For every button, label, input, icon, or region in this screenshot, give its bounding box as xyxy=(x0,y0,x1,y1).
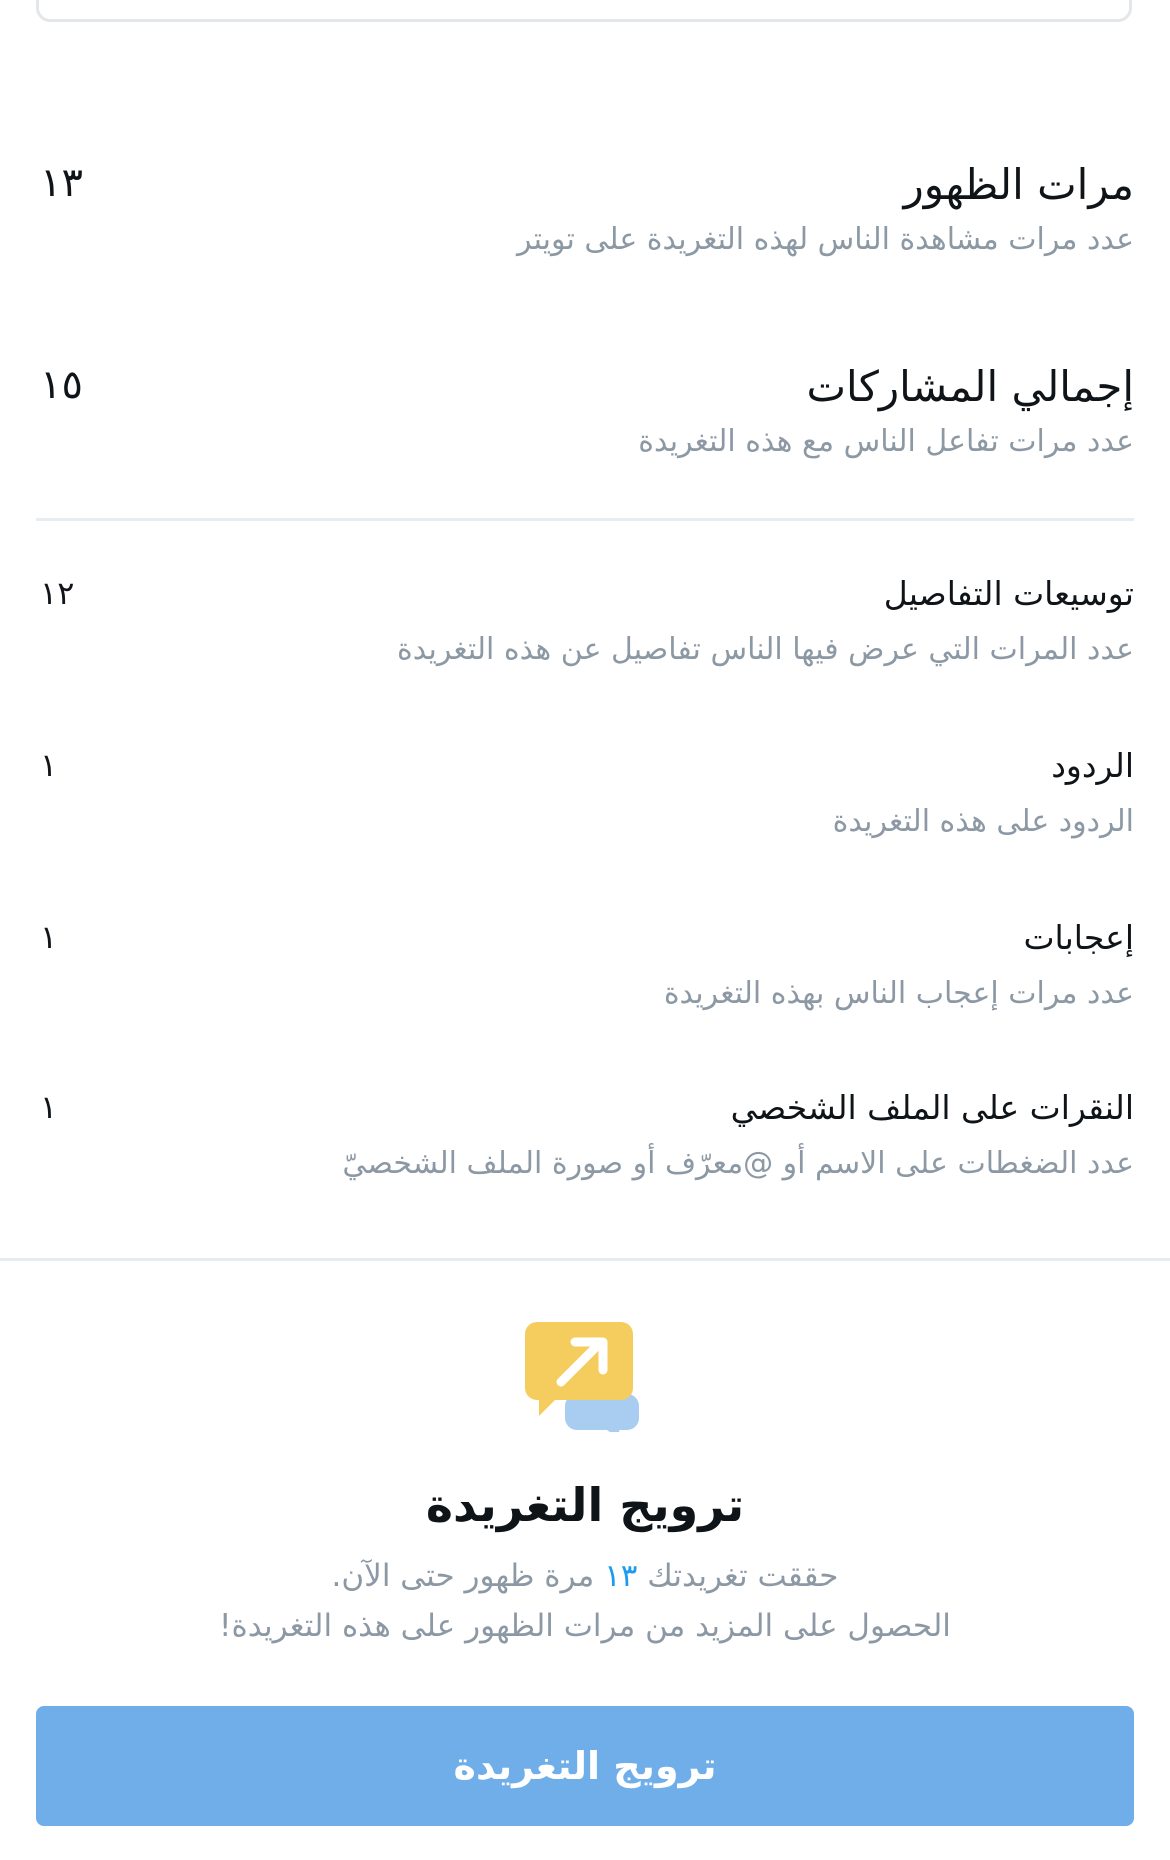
promote-impressions-line xyxy=(0,1558,1170,1594)
promote-subtext: الحصول على المزيد من مرات الظهور على هذه التغريدة! xyxy=(219,1608,951,1644)
metric-description: عدد مرات مشاهدة الناس لهذه التغريدة على تويتر xyxy=(517,222,1134,257)
metric-label: إجمالي المشاركات xyxy=(806,362,1134,411)
metric-profile-clicks xyxy=(36,1088,1134,1208)
metric-description: عدد المرات التي عرض فيها الناس تفاصيل عن هذه التغريدة xyxy=(397,632,1134,667)
metric-value: ١ xyxy=(40,746,58,784)
metric-description: عدد مرات تفاعل الناس مع هذه التغريدة xyxy=(638,424,1134,459)
metric-label: الردود xyxy=(1051,746,1134,785)
section-divider xyxy=(36,518,1134,521)
metric-impressions xyxy=(36,160,1134,280)
metric-description: عدد مرات إعجاب الناس بهذه التغريدة xyxy=(663,976,1134,1011)
promote-title: ترويج التغريدة xyxy=(425,1478,745,1532)
metric-likes xyxy=(36,918,1134,1038)
metric-label: مرات الظهور xyxy=(903,160,1134,209)
promote-text-before: حققت تغريدتك xyxy=(647,1558,839,1594)
section-divider xyxy=(0,1258,1170,1261)
promote-impressions-count: ١٣ xyxy=(604,1558,638,1594)
promote-tweet-button[interactable]: ترويج التغريدة xyxy=(36,1706,1134,1826)
metric-label: النقرات على الملف الشخصي xyxy=(730,1088,1134,1127)
metric-total-engagements xyxy=(36,362,1134,482)
promote-tweet-icon xyxy=(525,1322,645,1432)
metric-description: الردود على هذه التغريدة xyxy=(832,804,1134,839)
previous-card xyxy=(36,0,1132,22)
metric-detail-expands xyxy=(36,574,1134,694)
metric-value: ١ xyxy=(40,1088,58,1126)
metric-replies xyxy=(36,746,1134,866)
metric-value: ١ xyxy=(40,918,58,956)
metric-label: إعجابات xyxy=(1023,918,1134,957)
metric-value: ١٥ xyxy=(40,362,83,408)
metric-label: توسيعات التفاصيل xyxy=(883,574,1134,613)
promote-text-after: مرة ظهور حتى الآن. xyxy=(331,1558,595,1594)
metric-description: عدد الضغطات على الاسم أو @معرّف أو صورة الملف الشخصيّ xyxy=(342,1146,1134,1181)
metric-value: ١٢ xyxy=(40,574,75,612)
metric-value: ١٣ xyxy=(40,160,83,206)
